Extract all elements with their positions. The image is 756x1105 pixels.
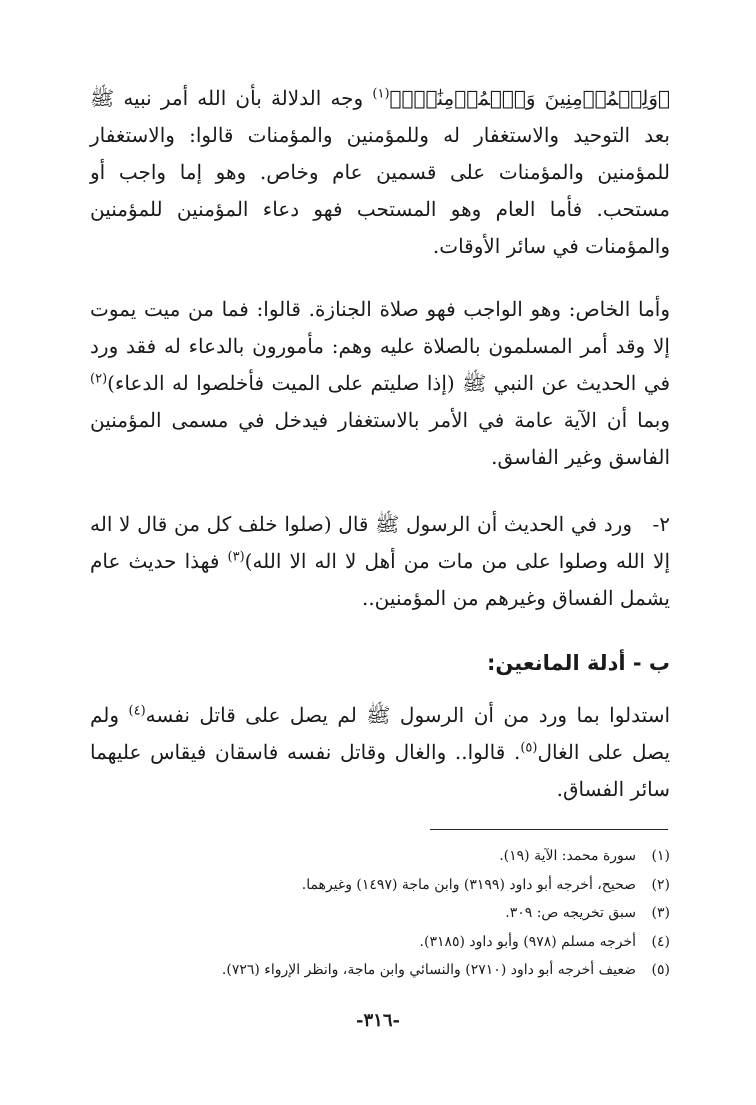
footnote-1 (90, 842, 670, 871)
paragraph-3-text-a: ورد في الحديث أن الرسول ﷺ قال (صلوا خلف كل من قال لا اله إلا الله وصلوا على من مات من أهل لا اله الا الله) (90, 512, 671, 573)
footnote-number: (٥) (651, 962, 670, 978)
paragraph-4-text-a: استدلوا بما ورد من أن الرسول ﷺ لم يصل على قاتل نفسه (145, 703, 671, 727)
paragraph-1 (90, 80, 670, 265)
paragraph-2-text-b: وبما أن الآية عامة في الأمر بالاستغفار فيدخل في مسمى المؤمنين الفاسق وغير الفاسق. (90, 408, 670, 469)
paragraph-2-text-a: وأما الخاص: وهو الواجب فهو صلاة الجنازة. قالوا: فما من ميت يموت إلا وقد أمر المسلمون بالصلاة عليه وهم: مأمورون بالدعاء له فقد ورد في الحديث عن النبي ﷺ (إذا صليتم على الميت فأخلصوا له الدعاء) (90, 297, 670, 395)
page-body (90, 80, 670, 808)
footnote-number: (٣) (651, 905, 670, 921)
quran-verse: ﴿وَلِلۡمُؤۡمِنِينَ وَٱلۡمُؤۡمِنَٰتِۗ﴾ (389, 86, 670, 110)
footnote-number: (٢) (651, 876, 670, 893)
footnote-text: سبق تخريجه ص: ٣٠٩. (505, 905, 636, 921)
paragraph-3-text-b: فهذا حديث عام يشمل الفساق وغيرهم من المؤمنين.. (90, 549, 670, 610)
paragraph-2 (90, 291, 670, 476)
footnote-ref-1[interactable]: (١) (372, 86, 390, 102)
footnote-ref-2[interactable]: (٢) (90, 371, 108, 387)
footnote-5 (90, 956, 670, 985)
footnote-text: سورة محمد: الآية (١٩). (499, 848, 636, 864)
footnote-number: (٤) (651, 933, 670, 950)
footnote-text: ضعيف أخرجه أبو داود (٢٧١٠) والنسائي وابن ماجة، وانظر الإرواء (٧٢٦). (221, 962, 636, 978)
section-heading: ب - أدلة المانعين: (486, 651, 670, 675)
item-number: ٢- (652, 512, 670, 536)
footnote-text: صحيح، أخرجه أبو داود (٣١٩٩) وابن ماجة (١٤٩٧) وغيرهما. (301, 876, 636, 893)
footnote-ref-3[interactable]: (٣) (227, 549, 245, 565)
paragraph-4 (90, 697, 670, 808)
footnote-ref-4[interactable]: (٤) (128, 703, 146, 719)
paragraph-3 (90, 506, 670, 617)
footnote-ref-5[interactable]: (٥) (520, 740, 538, 756)
footnote-separator (430, 829, 668, 830)
page-number: -٣١٦- (356, 1010, 400, 1031)
footnote-number: (١) (651, 848, 670, 864)
footnote-2 (90, 871, 670, 900)
footnote-4 (90, 928, 670, 957)
footnote-text: أخرجه مسلم (٩٧٨) وأبو داود (٣١٨٥). (419, 933, 636, 950)
footnote-3 (90, 899, 670, 928)
paragraph-4-text-c: . قالوا.. والغال وقاتل نفسه فاسقان فيقاس عليهما سائر الفساق. (90, 740, 670, 801)
paragraph-4-text-b: ولم يصل على الغال (90, 703, 671, 764)
paragraph-1-text: وجه الدلالة بأن الله أمر نبيه ﷺ بعد التوحيد والاستغفار له وللمؤمنين والمؤمنات قالوا: والاستغفار للمؤمنين والمؤمنات على قسمين عام وخاص. وهو إما واجب أو مستحب. فأما العام وهو المستحب فهو دعاء المؤمنين للمؤمنين والمؤمنات في سائر الأوقات. (90, 86, 670, 258)
footnotes (90, 842, 670, 985)
